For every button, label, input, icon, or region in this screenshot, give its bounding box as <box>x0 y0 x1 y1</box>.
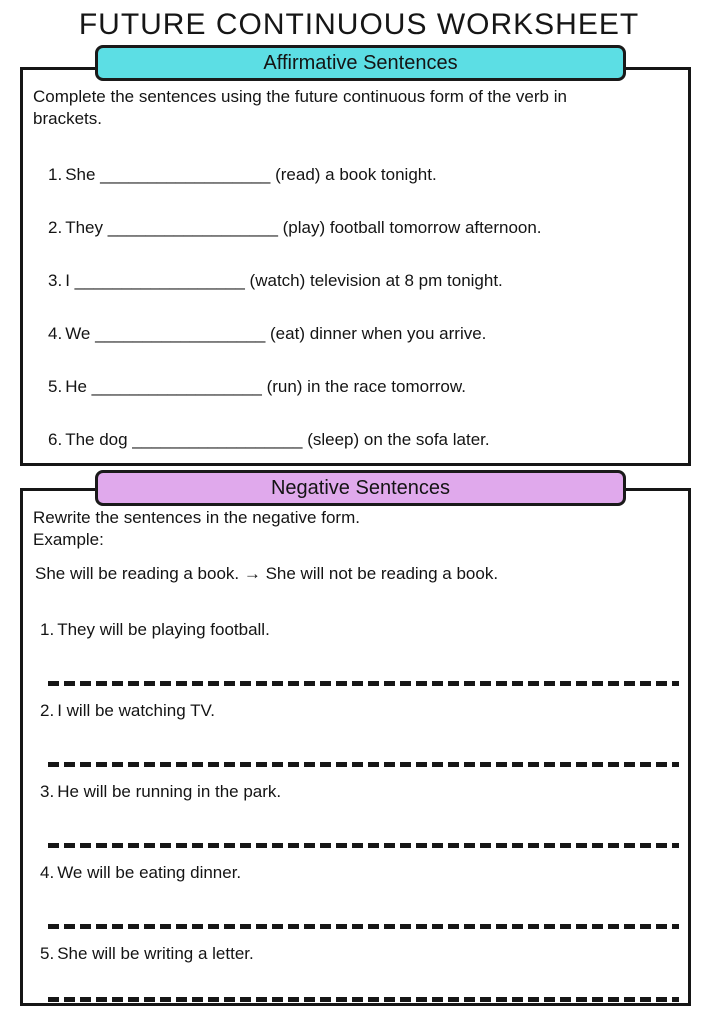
item-rest: (watch) television at 8 pm tonight. <box>244 271 503 290</box>
item-number: 5. <box>48 377 63 396</box>
answer-blank: __________________ <box>107 218 278 237</box>
answer-blank: __________________ <box>95 324 266 343</box>
answer-blank: __________________ <box>132 430 303 449</box>
item-rest: (run) in the race tomorrow. <box>261 377 466 396</box>
page-title: FUTURE CONTINUOUS WORKSHEET <box>78 8 640 41</box>
rewrite-item-3 <box>40 781 668 803</box>
rewrite-item-1 <box>40 619 668 641</box>
answer-line <box>48 681 679 686</box>
item-rest: (sleep) on the sofa later. <box>302 430 490 449</box>
item-subject: They <box>65 218 108 237</box>
answer-line <box>48 762 679 767</box>
item-text: We will be eating dinner. <box>57 863 242 882</box>
negative-instruction: Rewrite the sentences in the negative form. <box>33 508 360 527</box>
fill-blank-item-5 <box>48 376 668 398</box>
item-text: She will be writing a letter. <box>57 944 254 963</box>
item-text: They will be playing football. <box>57 620 270 639</box>
answer-line <box>48 924 679 929</box>
item-number: 2. <box>48 218 63 237</box>
rewrite-item-2 <box>40 700 668 722</box>
item-subject: The dog <box>65 430 133 449</box>
item-rest: (read) a book tonight. <box>270 165 437 184</box>
answer-line <box>48 843 679 848</box>
item-text: I will be watching TV. <box>57 701 215 720</box>
item-subject: She <box>65 165 101 184</box>
item-number: 1. <box>40 620 55 639</box>
item-number: 4. <box>48 324 63 343</box>
rewrite-item-5 <box>40 943 668 965</box>
item-number: 2. <box>40 701 55 720</box>
negative-section-box <box>20 488 691 1006</box>
item-subject: We <box>65 324 96 343</box>
item-subject: He <box>65 377 92 396</box>
answer-blank: __________________ <box>91 377 262 396</box>
section-header-negative <box>95 470 626 506</box>
answer-line <box>48 997 679 1002</box>
item-number: 5. <box>40 944 55 963</box>
item-number: 3. <box>40 782 55 801</box>
item-number: 3. <box>48 271 63 290</box>
fill-blank-item-2 <box>48 217 668 239</box>
example-label: Example: <box>33 530 104 549</box>
answer-blank: __________________ <box>74 271 245 290</box>
fill-blank-item-1 <box>48 164 668 186</box>
answer-blank: __________________ <box>100 165 271 184</box>
item-rest: (eat) dinner when you arrive. <box>265 324 487 343</box>
item-number: 4. <box>40 863 55 882</box>
item-subject: I <box>65 271 75 290</box>
fill-blank-item-4 <box>48 323 668 345</box>
item-number: 6. <box>48 430 63 449</box>
item-number: 1. <box>48 165 63 184</box>
item-rest: (play) football tomorrow afternoon. <box>277 218 542 237</box>
item-text: He will be running in the park. <box>57 782 282 801</box>
section-header-negative-label: Negative Sentences <box>270 476 450 499</box>
affirmative-section-box <box>20 67 691 466</box>
affirmative-instruction: Complete the sentences using the future continuous form of the verb in brackets. <box>33 87 567 128</box>
section-header-affirmative-label: Affirmative Sentences <box>263 51 458 74</box>
fill-blank-item-6 <box>48 429 668 451</box>
fill-blank-item-3 <box>48 270 668 292</box>
section-header-affirmative <box>95 45 626 81</box>
example-sentence: She will be reading a book. → She will not be reading a book. <box>35 564 499 583</box>
rewrite-item-4 <box>40 862 668 884</box>
